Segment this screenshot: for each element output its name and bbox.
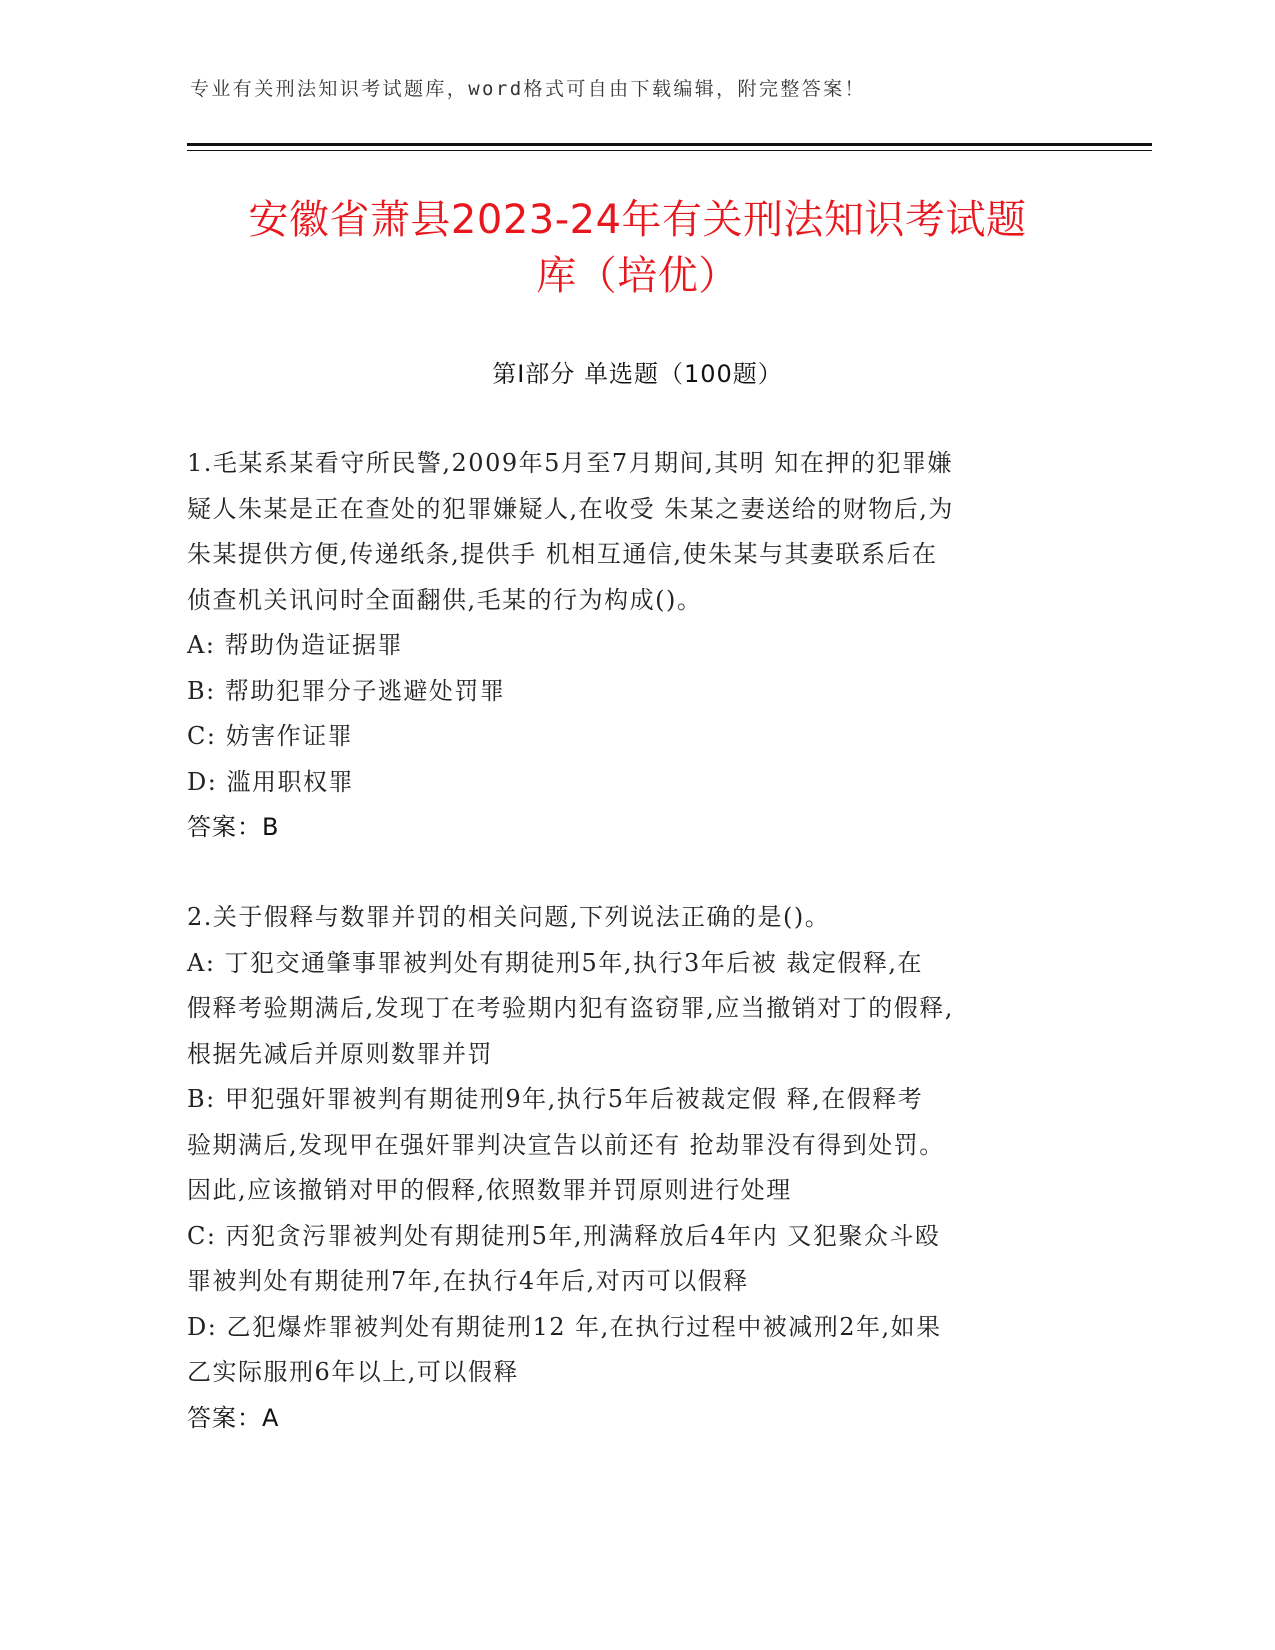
question-2 [187,895,1077,1441]
question-2-option-a: A: 丁犯交通肇事罪被判处有期徒刑5年,执行3年后被 裁定假释,在 [187,948,923,977]
question-1-stem-line: 朱某提供方便,传递纸条,提供手 机相互通信,使朱某与其妻联系后在 [187,540,938,568]
question-2-option-d-cont: 乙实际服刑6年以上,可以假释 [187,1358,519,1386]
question-1-stem-line: 1.毛某系某看守所民警,2009年5月至7月期间,其明 知在押的犯罪嫌 [187,449,953,477]
question-1-stem-line: 疑人朱某是正在查处的犯罪嫌疑人,在收受 朱某之妻送给的财物后,为 [187,494,954,523]
section-title: 第I部分 单选题（100题） [492,360,783,388]
question-2-option-b-cont: 因此,应该撤销对甲的假释,依照数罪并罚原则进行处理 [187,1176,792,1204]
header-rule-thin [187,150,1152,151]
question-2-option-d: D: 乙犯爆炸罪被判处有期徒刑12 年,在执行过程中被减刑2年,如果 [187,1312,942,1341]
document-title-line-1: 安徽省萧县2023-24年有关刑法知识考试题 [248,197,1027,243]
question-1 [187,441,1077,851]
question-2-answer: 答案：A [187,1403,280,1432]
question-1-option-d: D: 滥用职权罪 [187,767,354,796]
question-2-option-a-cont: 假释考验期满后,发现丁在考验期内犯有盗窃罪,应当撤销对丁的假释, [187,994,954,1022]
question-2-option-a-cont: 根据先减后并原则数罪并罚 [187,1039,493,1068]
question-2-option-b-cont: 验期满后,发现甲在强奸罪判决宣告以前还有 抢劫罪没有得到处罚。 [187,1130,945,1159]
header-note: 专业有关刑法知识考试题库，word格式可自由下载编辑，附完整答案！ [190,78,866,100]
question-1-option-b: B: 帮助犯罪分子逃避处罚罪 [187,676,506,705]
question-1-option-c: C: 妨害作证罪 [187,722,354,750]
question-1-answer: 答案：B [187,813,280,841]
document-title [160,192,1115,304]
question-2-option-b: B: 甲犯强奸罪被判有期徒刑9年,执行5年后被裁定假 释,在假释考 [187,1085,924,1113]
question-1-option-a: A: 帮助伪造证据罪 [187,631,404,659]
question-1-stem-line: 侦查机关讯问时全面翻供,毛某的行为构成()。 [187,585,703,614]
question-2-stem-line: 2.关于假释与数罪并罚的相关问题,下列说法正确的是()。 [187,903,831,931]
header-rule-thick [187,143,1152,146]
question-2-option-c-cont: 罪被判处有期徒刑7年,在执行4年后,对丙可以假释 [187,1267,749,1295]
question-2-option-c: C: 丙犯贪污罪被判处有期徒刑5年,刑满释放后4年内 又犯聚众斗殴 [187,1221,941,1250]
document-title-line-2: 库（培优） [536,253,739,299]
